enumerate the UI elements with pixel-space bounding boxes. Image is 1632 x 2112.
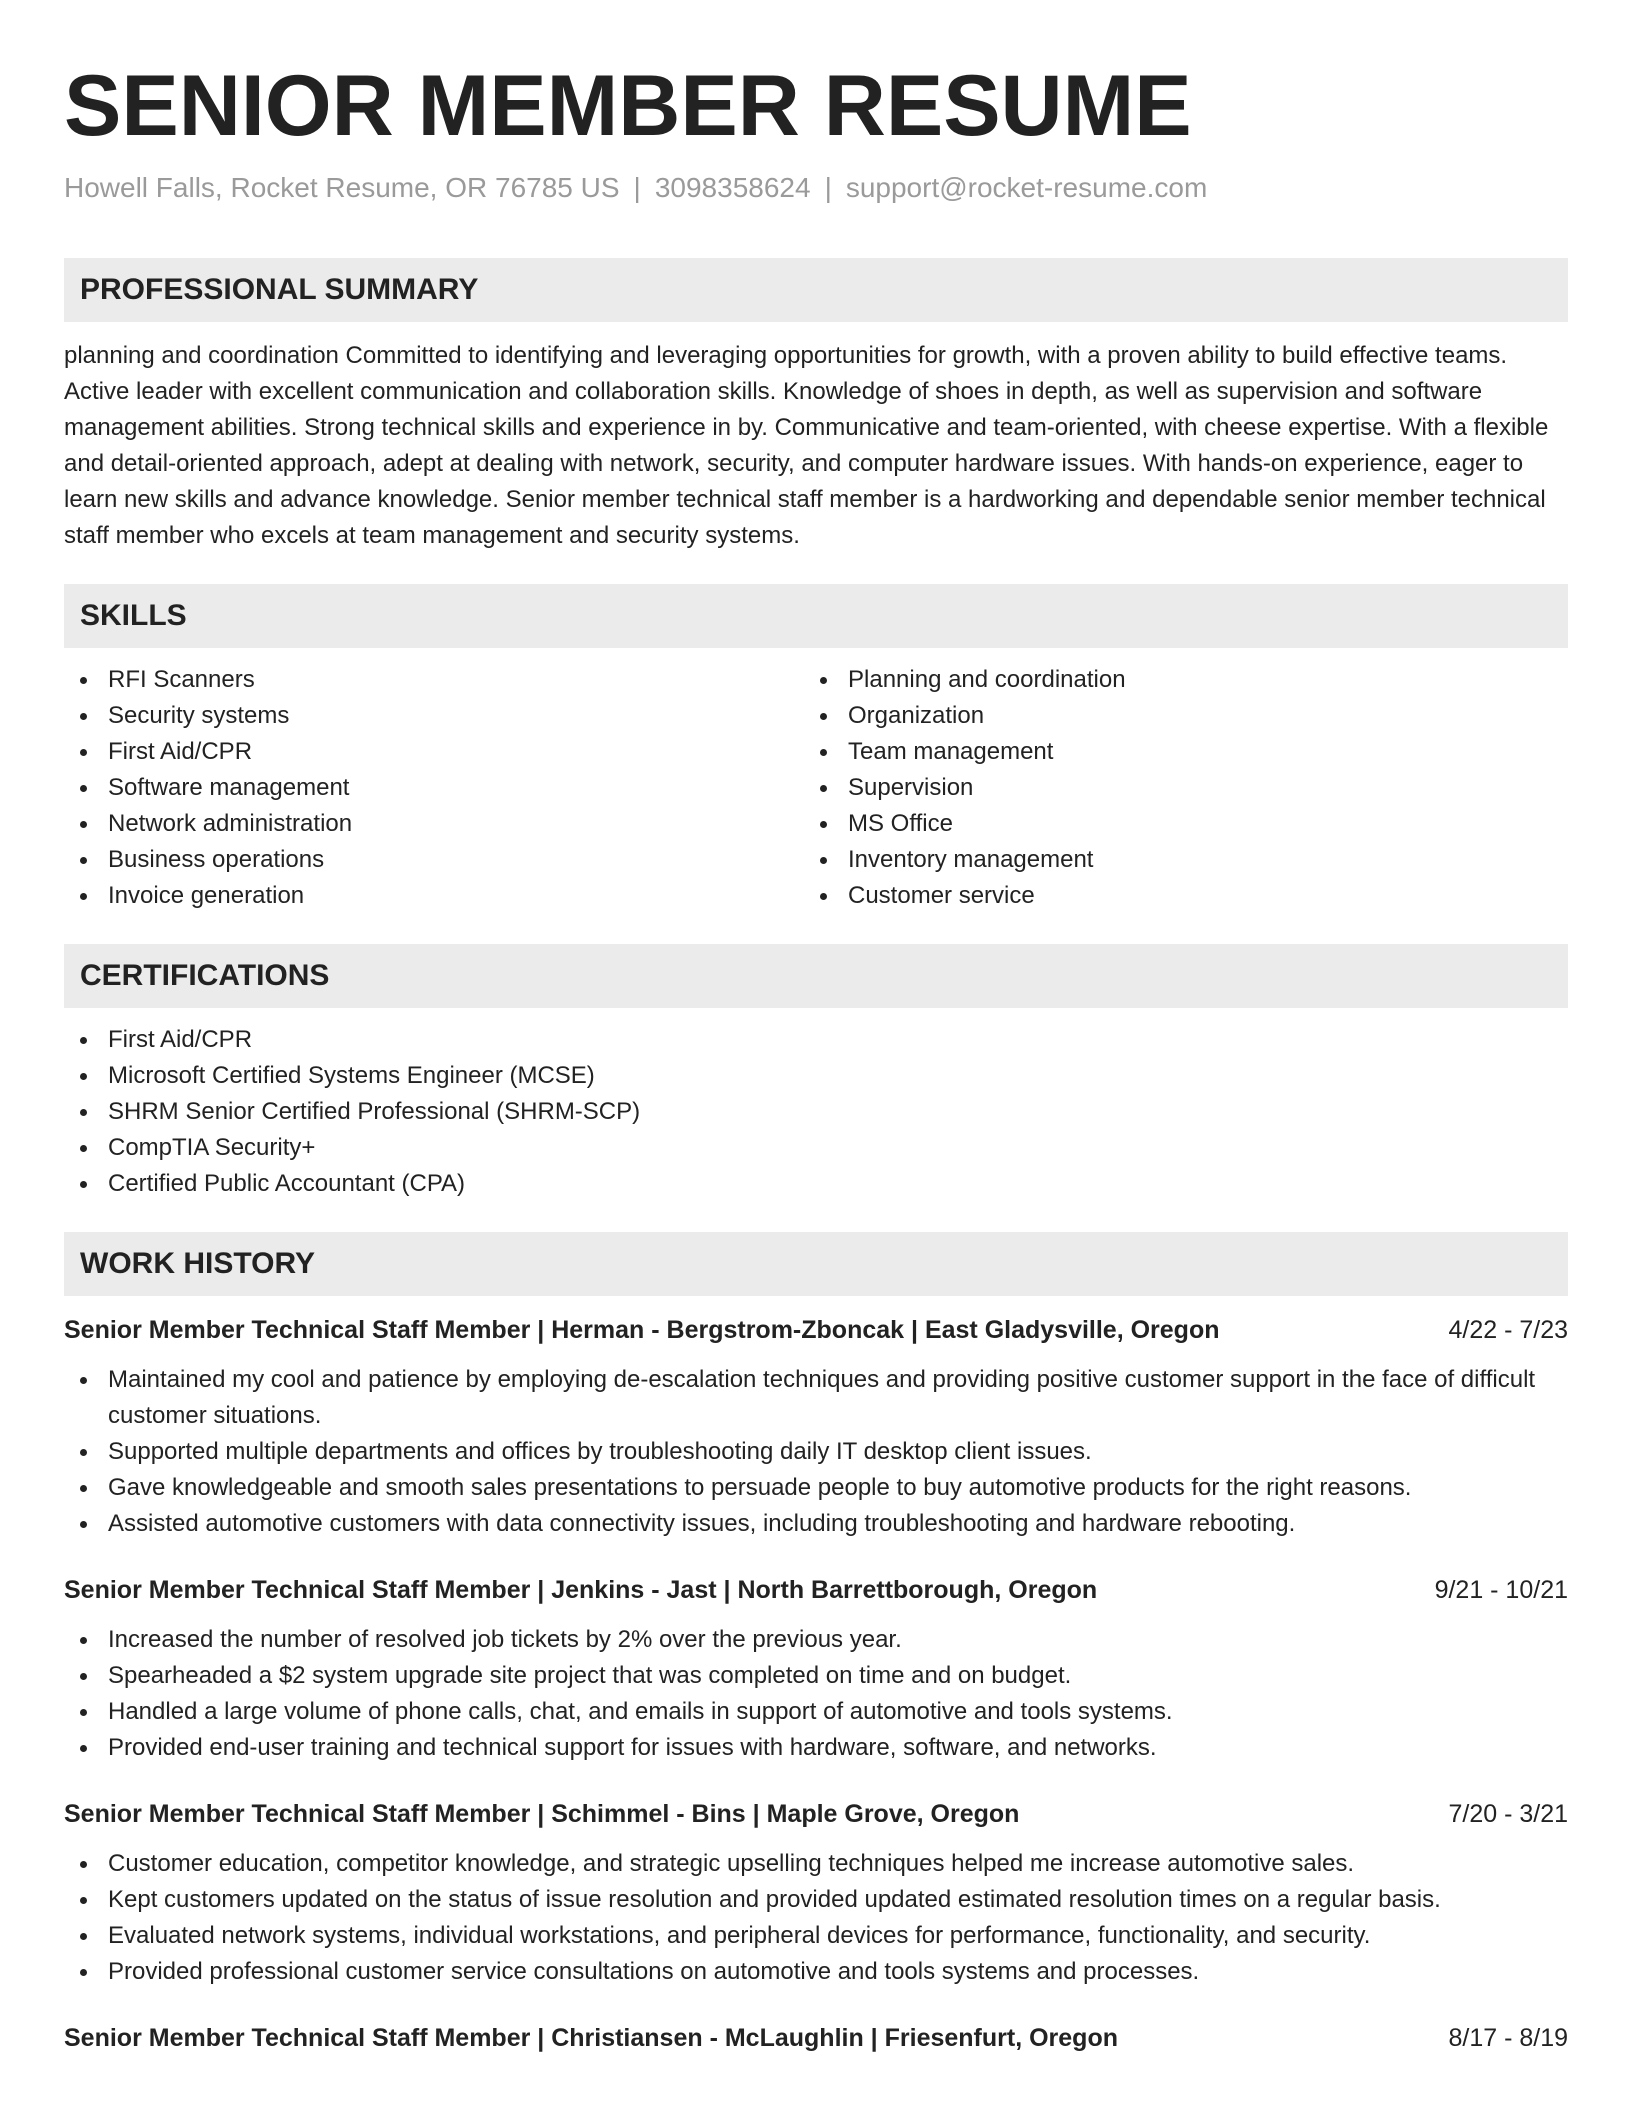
job-bullet: Customer education, competitor knowledge, and strategic upselling techniques helped me increase automotive sales. xyxy=(64,1846,1568,1882)
job-header xyxy=(64,1312,1568,1348)
job-bullet: Gave knowledgeable and smooth sales presentations to persuade people to buy automotive products for the right reasons. xyxy=(64,1470,1568,1506)
job-bullet: Spearheaded a $2 system upgrade site project that was completed on time and on budget. xyxy=(64,1658,1568,1694)
certifications-list xyxy=(64,1022,1568,1202)
job-header xyxy=(64,1572,1568,1608)
job-bullet: Increased the number of resolved job tickets by 2% over the previous year. xyxy=(64,1622,1568,1658)
resume-title: SENIOR MEMBER RESUME xyxy=(64,58,1192,154)
contact-phone: 3098358624 xyxy=(654,172,811,203)
job-bullet: Evaluated network systems, individual workstations, and peripheral devices for performance, functionality, and security. xyxy=(64,1918,1568,1954)
skill-item: Customer service xyxy=(804,878,1544,914)
skill-item: Security systems xyxy=(64,698,804,734)
skill-item: Inventory management xyxy=(804,842,1544,878)
job-dates: 4/22 - 7/23 xyxy=(1448,1316,1568,1344)
contact-separator: | xyxy=(824,172,832,203)
skills-list-left xyxy=(64,662,804,914)
job-title: Senior Member Technical Staff Member | Herman - Bergstrom-Zboncak | East Gladysville, Oregon xyxy=(64,1316,1220,1344)
skill-item: Organization xyxy=(804,698,1544,734)
job-entry xyxy=(64,2020,1568,2056)
section-header-work-history: WORK HISTORY xyxy=(64,1232,1568,1296)
job-bullet: Provided end-user training and technical support for issues with hardware, software, and networks. xyxy=(64,1730,1568,1766)
certification-item: Certified Public Accountant (CPA) xyxy=(64,1166,1568,1202)
job-bullet: Maintained my cool and patience by employing de-escalation techniques and providing positive customer support in the face of difficult customer situations. xyxy=(64,1362,1568,1434)
job-header xyxy=(64,2020,1568,2056)
job-bullets xyxy=(64,1622,1568,1766)
job-header xyxy=(64,1796,1568,1832)
job-dates: 9/21 - 10/21 xyxy=(1434,1576,1568,1604)
section-header-skills: SKILLS xyxy=(64,584,1568,648)
job-bullet: Assisted automotive customers with data connectivity issues, including troubleshooting and hardware rebooting. xyxy=(64,1506,1568,1542)
job-dates: 8/17 - 8/19 xyxy=(1448,2024,1568,2052)
contact-line xyxy=(64,170,1568,206)
job-bullets xyxy=(64,1362,1568,1542)
skills-grid xyxy=(64,662,1568,914)
skill-item: Invoice generation xyxy=(64,878,804,914)
skill-item: Team management xyxy=(804,734,1544,770)
certification-item: Microsoft Certified Systems Engineer (MCSE) xyxy=(64,1058,1568,1094)
skill-item: Software management xyxy=(64,770,804,806)
skill-item: Business operations xyxy=(64,842,804,878)
skill-item: MS Office xyxy=(804,806,1544,842)
job-entry xyxy=(64,1312,1568,1542)
certification-item: CompTIA Security+ xyxy=(64,1130,1568,1166)
job-bullet: Supported multiple departments and offices by troubleshooting daily IT desktop client issues. xyxy=(64,1434,1568,1470)
section-header-summary: PROFESSIONAL SUMMARY xyxy=(64,258,1568,322)
contact-email: support@rocket-resume.com xyxy=(845,172,1208,203)
certification-item: SHRM Senior Certified Professional (SHRM-SCP) xyxy=(64,1094,1568,1130)
job-bullets xyxy=(64,1846,1568,1990)
section-header-certifications: CERTIFICATIONS xyxy=(64,944,1568,1008)
job-title: Senior Member Technical Staff Member | Christiansen - McLaughlin | Friesenfurt, Oregon xyxy=(64,2024,1118,2052)
skill-item: First Aid/CPR xyxy=(64,734,804,770)
contact-separator: | xyxy=(633,172,641,203)
job-bullet: Handled a large volume of phone calls, chat, and emails in support of automotive and tools systems. xyxy=(64,1694,1568,1730)
summary-text: planning and coordination Committed to identifying and leveraging opportunities for growth, with a proven ability to build effective teams. Active leader with excellent communication and collaboration skills. Knowledge of shoes in depth, as well as supervision and software management abilities. Strong technical skills and experience in by. Communicative and team-oriented, with cheese expertise. With a flexible and detail-oriented approach, adept at dealing with network, security, and computer hardware issues. With hands-on experience, eager to learn new skills and advance knowledge. Senior member technical staff member is a hardworking and dependable senior member technical staff member who excels at team management and security systems. xyxy=(64,342,1549,549)
skill-item: RFI Scanners xyxy=(64,662,804,698)
certification-item: First Aid/CPR xyxy=(64,1022,1568,1058)
job-bullet: Provided professional customer service consultations on automotive and tools systems and processes. xyxy=(64,1954,1568,1990)
job-entry xyxy=(64,1796,1568,1990)
job-title: Senior Member Technical Staff Member | Jenkins - Jast | North Barrettborough, Oregon xyxy=(64,1576,1098,1604)
skill-item: Planning and coordination xyxy=(804,662,1544,698)
job-bullet: Kept customers updated on the status of issue resolution and provided updated estimated resolution times on a regular basis. xyxy=(64,1882,1568,1918)
skill-item: Supervision xyxy=(804,770,1544,806)
contact-address: Howell Falls, Rocket Resume, OR 76785 US xyxy=(64,172,620,203)
job-title: Senior Member Technical Staff Member | Schimmel - Bins | Maple Grove, Oregon xyxy=(64,1800,1020,1828)
skills-list-right xyxy=(804,662,1544,914)
skill-item: Network administration xyxy=(64,806,804,842)
job-dates: 7/20 - 3/21 xyxy=(1448,1800,1568,1828)
job-entry xyxy=(64,1572,1568,1766)
